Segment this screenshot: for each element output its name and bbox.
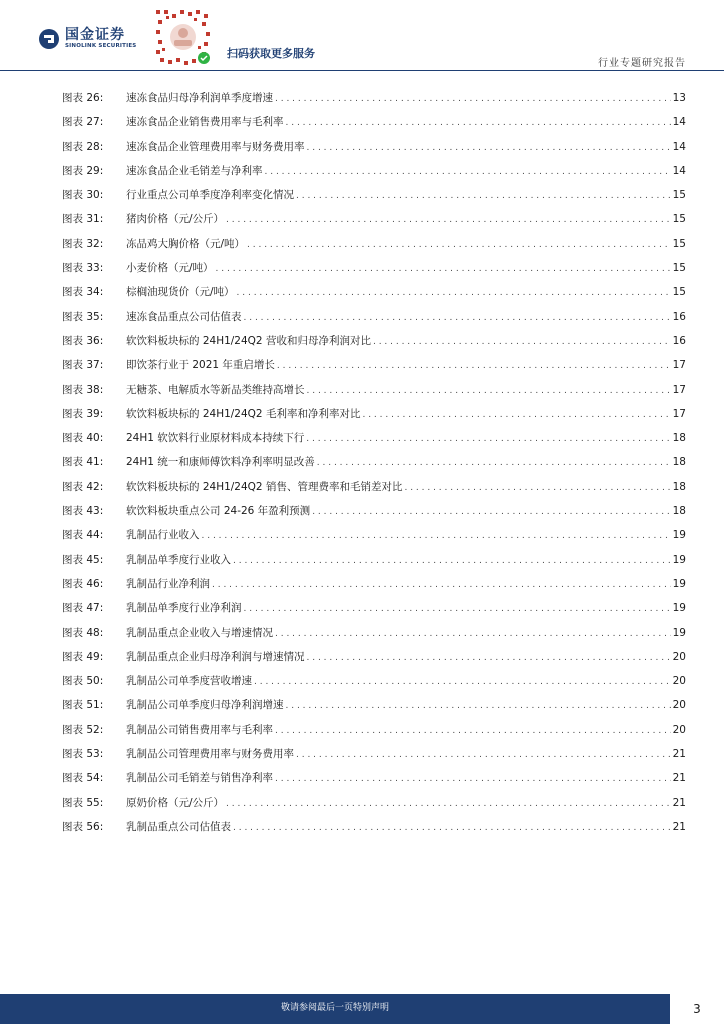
toc-entry-page[interactable]: 20 xyxy=(672,723,686,736)
toc-entry[interactable] xyxy=(62,576,686,600)
toc-leader-dots xyxy=(307,386,671,396)
toc-entry[interactable] xyxy=(62,309,686,333)
toc-entry[interactable] xyxy=(62,236,686,260)
toc-entry-title[interactable]: 乳制品重点企业归母净利润与增速情况 xyxy=(126,650,305,663)
toc-entry-title[interactable]: 乳制品重点公司估值表 xyxy=(126,820,231,833)
toc-entry-page[interactable]: 21 xyxy=(672,748,686,761)
toc-entry-page[interactable]: 19 xyxy=(672,577,686,590)
toc-leader-dots xyxy=(254,677,671,687)
toc-entry-page[interactable]: 18 xyxy=(672,456,686,469)
toc-entry[interactable] xyxy=(62,114,686,138)
toc-entry-label: 图表 27: xyxy=(62,116,104,129)
sinolink-logo-icon xyxy=(38,28,60,50)
toc-entry[interactable] xyxy=(62,673,686,697)
page-header xyxy=(0,0,724,72)
toc-leader-dots xyxy=(286,701,671,711)
toc-entry-label: 图表 32: xyxy=(62,237,104,250)
toc-entry-page[interactable]: 20 xyxy=(672,650,686,663)
toc-entry-title[interactable]: 软饮料板块重点公司 24-26 年盈利预测 xyxy=(126,505,311,518)
logo-chinese-name: 国金证券 xyxy=(65,27,125,44)
toc-leader-dots xyxy=(362,410,670,420)
toc-entry-label: 图表 50: xyxy=(62,675,104,688)
toc-entry[interactable] xyxy=(62,163,686,187)
toc-entry-page[interactable]: 20 xyxy=(672,699,686,712)
toc-leader-dots xyxy=(296,750,671,760)
toc-entry-title[interactable]: 速冻食品企业管理费用率与财务费用率 xyxy=(126,140,305,153)
toc-entry-page[interactable]: 16 xyxy=(672,310,686,323)
toc-entry-page[interactable]: 15 xyxy=(672,213,686,226)
toc-entry-label: 图表 38: xyxy=(62,383,104,396)
toc-entry-title[interactable]: 即饮茶行业于 2021 年重启增长 xyxy=(126,359,275,372)
toc-entry-label: 图表 56: xyxy=(62,820,104,833)
toc-entry[interactable] xyxy=(62,649,686,673)
toc-entry-title[interactable]: 软饮料板块标的 24H1/24Q2 销售、管理费率和毛销差对比 xyxy=(126,480,403,493)
toc-leader-dots xyxy=(265,167,671,177)
toc-entry-label: 图表 49: xyxy=(62,650,104,663)
toc-leader-dots xyxy=(233,823,671,833)
toc-leader-dots xyxy=(275,726,671,736)
toc-entry-page[interactable]: 19 xyxy=(672,553,686,566)
toc-entry[interactable] xyxy=(62,139,686,163)
toc-entry-label: 图表 55: xyxy=(62,796,104,809)
toc-entry-title[interactable]: 速冻食品企业销售费用率与毛利率 xyxy=(126,116,284,129)
toc-entry[interactable] xyxy=(62,746,686,770)
toc-entry-title[interactable]: 乳制品公司管理费用率与财务费用率 xyxy=(126,748,294,761)
report-type-label: 行业专题研究报告 xyxy=(598,58,686,69)
toc-entry-page[interactable]: 17 xyxy=(672,407,686,420)
toc-entry[interactable] xyxy=(62,284,686,308)
sinolink-logo xyxy=(38,28,136,50)
toc-entry[interactable] xyxy=(62,90,686,114)
toc-leader-dots xyxy=(296,191,671,201)
toc-entry-page[interactable]: 20 xyxy=(672,675,686,688)
toc-entry-page[interactable]: 13 xyxy=(672,92,686,104)
toc-leader-dots xyxy=(307,653,671,663)
toc-leader-dots xyxy=(275,629,671,639)
toc-entry-title[interactable]: 原奶价格（元/公斤） xyxy=(126,796,225,809)
page-number: 3 xyxy=(693,1002,701,1016)
toc-entry[interactable] xyxy=(62,382,686,406)
toc-leader-dots xyxy=(247,240,671,250)
toc-entry-title[interactable]: 小麦价格（元/吨） xyxy=(126,262,214,275)
toc-entry-label: 图表 47: xyxy=(62,602,104,615)
toc-entry-page[interactable]: 21 xyxy=(672,772,686,785)
toc-entry-title[interactable]: 乳制品单季度行业净利润 xyxy=(126,602,242,615)
toc-entry[interactable] xyxy=(62,600,686,624)
toc-entry-page[interactable]: 21 xyxy=(672,796,686,809)
toc-entry[interactable] xyxy=(62,527,686,551)
toc-entry-title[interactable]: 乳制品公司毛销差与销售净利率 xyxy=(126,772,273,785)
toc-leader-dots xyxy=(244,313,671,323)
toc-entry-label: 图表 36: xyxy=(62,334,104,347)
toc-leader-dots xyxy=(317,458,671,468)
toc-entry[interactable] xyxy=(62,430,686,454)
toc-entry[interactable] xyxy=(62,770,686,794)
toc-entry[interactable] xyxy=(62,406,686,430)
header-divider xyxy=(0,70,724,71)
toc-entry-label: 图表 37: xyxy=(62,359,104,372)
toc-entry-label: 图表 40: xyxy=(62,432,104,445)
toc-entry[interactable] xyxy=(62,722,686,746)
toc-leader-dots xyxy=(306,434,670,444)
toc-entry[interactable] xyxy=(62,479,686,503)
toc-entry-label: 图表 28: xyxy=(62,140,104,153)
footer-disclaimer: 敬请参阅最后一页特别声明 xyxy=(280,1003,389,1013)
toc-entry-label: 图表 39: xyxy=(62,407,104,420)
toc-entry[interactable] xyxy=(62,187,686,211)
toc-entry-label: 图表 41: xyxy=(62,456,104,469)
toc-entry-label: 图表 46: xyxy=(62,577,104,590)
toc-entry[interactable] xyxy=(62,552,686,576)
toc-entry-label: 图表 52: xyxy=(62,723,104,736)
toc-entry-label: 图表 45: xyxy=(62,553,104,566)
toc-entry-page[interactable]: 17 xyxy=(672,359,686,372)
toc-leader-dots xyxy=(277,361,671,371)
toc-entry[interactable] xyxy=(62,211,686,235)
toc-leader-dots xyxy=(226,215,671,225)
toc-entry-title[interactable]: 乳制品重点企业收入与增速情况 xyxy=(126,626,273,639)
toc-entry-label: 图表 53: xyxy=(62,748,104,761)
toc-entry-label: 图表 51: xyxy=(62,699,104,712)
toc-entry-title[interactable]: 行业重点公司单季度净利率变化情况 xyxy=(126,189,294,202)
toc-entry-label: 图表 42: xyxy=(62,480,104,493)
toc-entry-title[interactable]: 乳制品公司单季度营收增速 xyxy=(126,675,252,688)
table-of-figures xyxy=(62,90,686,843)
toc-entry[interactable] xyxy=(62,357,686,381)
toc-entry-title[interactable]: 速冻食品归母净利润单季度增速 xyxy=(126,92,273,104)
toc-entry-label: 图表 43: xyxy=(62,505,104,518)
toc-entry-page[interactable]: 15 xyxy=(672,237,686,250)
toc-entry-label: 图表 54: xyxy=(62,772,104,785)
toc-entry-title[interactable]: 无糖茶、电解质水等新品类维持高增长 xyxy=(126,383,305,396)
toc-entry[interactable] xyxy=(62,819,686,843)
toc-entry-page[interactable]: 16 xyxy=(672,334,686,347)
toc-entry[interactable] xyxy=(62,503,686,527)
toc-entry-page[interactable]: 21 xyxy=(672,820,686,833)
qr-code-icon[interactable] xyxy=(152,6,214,68)
toc-entry-page[interactable]: 18 xyxy=(672,480,686,493)
toc-entry-page[interactable]: 14 xyxy=(672,140,686,153)
toc-entry-label: 图表 30: xyxy=(62,189,104,202)
toc-leader-dots xyxy=(226,799,671,809)
toc-entry-title[interactable]: 棕榈油现货价（元/吨） xyxy=(126,286,235,299)
toc-entry[interactable] xyxy=(62,795,686,819)
toc-entry-title[interactable]: 乳制品公司单季度归母净利润增速 xyxy=(126,699,284,712)
toc-entry[interactable] xyxy=(62,697,686,721)
toc-entry-label: 图表 35: xyxy=(62,310,104,323)
toc-entry-page[interactable]: 19 xyxy=(672,626,686,639)
toc-entry-title[interactable]: 软饮料板块标的 24H1/24Q2 毛利率和净利率对比 xyxy=(126,407,361,420)
toc-leader-dots xyxy=(312,507,670,517)
toc-leader-dots xyxy=(237,288,671,298)
toc-entry-title[interactable]: 乳制品单季度行业收入 xyxy=(126,553,231,566)
toc-entry-page[interactable]: 15 xyxy=(672,262,686,275)
toc-entry-title[interactable]: 猪肉价格（元/公斤） xyxy=(126,213,225,226)
toc-entry-title[interactable]: 速冻食品企业毛销差与净利率 xyxy=(126,164,263,177)
toc-entry[interactable] xyxy=(62,260,686,284)
toc-leader-dots xyxy=(216,264,671,274)
toc-entry-title[interactable]: 乳制品行业收入 xyxy=(126,529,200,542)
toc-entry-page[interactable]: 19 xyxy=(672,529,686,542)
toc-entry-page[interactable]: 14 xyxy=(672,164,686,177)
toc-leader-dots xyxy=(275,94,671,104)
toc-entry-page[interactable]: 15 xyxy=(672,286,686,299)
toc-entry-page[interactable]: 19 xyxy=(672,602,686,615)
toc-entry-label: 图表 26: xyxy=(62,92,104,104)
toc-entry-label: 图表 44: xyxy=(62,529,104,542)
toc-entry-page[interactable]: 17 xyxy=(672,383,686,396)
toc-leader-dots xyxy=(373,337,671,347)
toc-entry-title[interactable]: 速冻食品重点公司估值表 xyxy=(126,310,242,323)
toc-leader-dots xyxy=(212,580,671,590)
toc-leader-dots xyxy=(286,118,671,128)
toc-entry-label: 图表 48: xyxy=(62,626,104,639)
scan-for-service-text: 扫码获取更多服务 xyxy=(227,47,315,60)
toc-entry-title[interactable]: 24H1 软饮料行业原材料成本持续下行 xyxy=(126,432,305,445)
toc-leader-dots xyxy=(275,774,671,784)
toc-entry-page[interactable]: 18 xyxy=(672,432,686,445)
toc-leader-dots xyxy=(404,483,670,493)
toc-entry-title[interactable]: 乳制品行业净利润 xyxy=(126,577,210,590)
toc-entry-title[interactable]: 冻品鸡大胸价格（元/吨） xyxy=(126,237,246,250)
toc-entry-label: 图表 34: xyxy=(62,286,104,299)
toc-entry-title[interactable]: 软饮料板块标的 24H1/24Q2 营收和归母净利润对比 xyxy=(126,334,371,347)
toc-leader-dots xyxy=(244,604,671,614)
toc-entry-title[interactable]: 24H1 统一和康师傅饮料净利率明显改善 xyxy=(126,456,315,469)
toc-entry[interactable] xyxy=(62,625,686,649)
toc-entry-title[interactable]: 乳制品公司销售费用率与毛利率 xyxy=(126,723,273,736)
toc-entry-page[interactable]: 18 xyxy=(672,505,686,518)
toc-leader-dots xyxy=(307,143,671,153)
toc-entry-page[interactable]: 15 xyxy=(672,189,686,202)
toc-leader-dots xyxy=(202,531,671,541)
toc-entry-page[interactable]: 14 xyxy=(672,116,686,129)
toc-entry-label: 图表 29: xyxy=(62,164,104,177)
toc-entry-label: 图表 31: xyxy=(62,213,104,226)
toc-entry[interactable] xyxy=(62,454,686,478)
toc-leader-dots xyxy=(233,556,671,566)
toc-entry[interactable] xyxy=(62,333,686,357)
logo-english-name: SINOLINK SECURITIES xyxy=(65,43,137,50)
toc-entry-label: 图表 33: xyxy=(62,262,104,275)
